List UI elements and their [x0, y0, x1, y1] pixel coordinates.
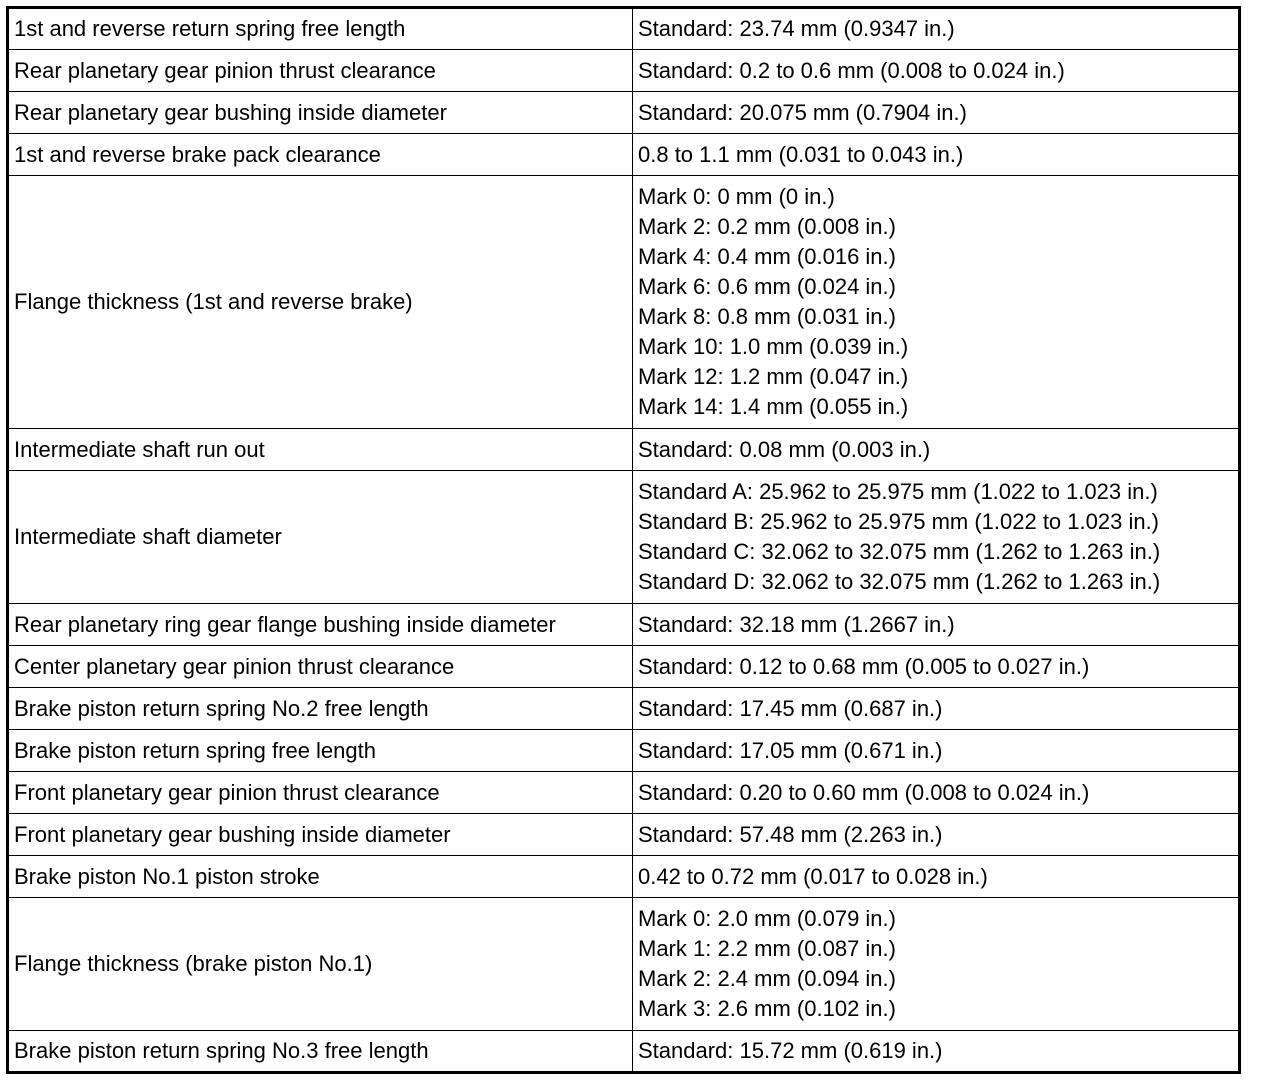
value-line: Mark 4: 0.4 mm (0.016 in.) [638, 244, 896, 269]
table-row [8, 1031, 1240, 1073]
value-line: 0.8 to 1.1 mm (0.031 to 0.043 in.) [638, 141, 964, 167]
value-line: Mark 1: 2.2 mm (0.087 in.) [638, 936, 896, 961]
table-row [8, 688, 1240, 730]
table-row [8, 772, 1240, 814]
value-line: Standard: 15.72 mm (0.619 in.) [638, 1038, 943, 1063]
value-cell [633, 8, 1240, 50]
value-cell [633, 50, 1240, 92]
value-line: Standard: 0.2 to 0.6 mm (0.008 to 0.024 in.) [638, 57, 1065, 83]
item-cell: Rear planetary gear bushing inside diameter [8, 92, 633, 134]
table-row [8, 8, 1240, 50]
item-cell: Front planetary gear pinion thrust clearance [8, 772, 633, 814]
table-row [8, 898, 1240, 1031]
value-line: Standard: 32.18 mm (1.2667 in.) [638, 611, 955, 637]
value-cell [633, 856, 1240, 898]
value-line: Mark 14: 1.4 mm (0.055 in.) [638, 394, 909, 419]
value-line: Standard: 0.20 to 0.60 mm (0.008 to 0.024 in.) [638, 779, 1090, 805]
value-line: 0.42 to 0.72 mm (0.017 to 0.028 in.) [638, 863, 988, 889]
value-line: Standard: 23.74 mm (0.9347 in.) [638, 16, 955, 41]
value-cell [633, 604, 1240, 646]
value-line: Mark 2: 0.2 mm (0.008 in.) [638, 214, 896, 239]
item-cell: Intermediate shaft run out [8, 429, 633, 471]
table-row [8, 92, 1240, 134]
table-row [8, 429, 1240, 471]
value-cell [633, 134, 1240, 176]
item-cell: Rear planetary ring gear flange bushing inside diameter [8, 604, 633, 646]
value-line: Mark 2: 2.4 mm (0.094 in.) [638, 966, 896, 991]
value-line: Standard B: 25.962 to 25.975 mm (1.022 to 1.023 in.) [638, 509, 1160, 534]
spec-table [6, 6, 1241, 1074]
value-line: Standard D: 32.062 to 32.075 mm (1.262 to 1.263 in.) [638, 569, 1161, 594]
value-line: Mark 0: 2.0 mm (0.079 in.) [638, 906, 896, 931]
value-line: Mark 0: 0 mm (0 in.) [638, 184, 835, 209]
item-cell: Rear planetary gear pinion thrust clearance [8, 50, 633, 92]
value-cell [633, 772, 1240, 814]
value-line: Mark 6: 0.6 mm (0.024 in.) [638, 274, 896, 299]
item-cell: Brake piston return spring No.3 free length [8, 1031, 633, 1073]
value-line: Standard C: 32.062 to 32.075 mm (1.262 to 1.263 in.) [638, 539, 1161, 564]
value-cell [633, 688, 1240, 730]
table-row [8, 730, 1240, 772]
value-cell [633, 429, 1240, 471]
table-row [8, 814, 1240, 856]
item-cell: Brake piston return spring No.2 free length [8, 688, 633, 730]
value-line: Mark 3: 2.6 mm (0.102 in.) [638, 996, 896, 1021]
value-cell [633, 898, 1240, 1031]
value-line: Standard: 0.12 to 0.68 mm (0.005 to 0.027 in.) [638, 653, 1090, 679]
spec-table-body [8, 8, 1240, 1073]
table-row [8, 134, 1240, 176]
table-row [8, 50, 1240, 92]
value-line: Mark 8: 0.8 mm (0.031 in.) [638, 304, 896, 329]
value-cell [633, 730, 1240, 772]
value-cell [633, 1031, 1240, 1073]
value-line: Standard: 0.08 mm (0.003 in.) [638, 436, 931, 462]
item-cell: Flange thickness (1st and reverse brake) [8, 176, 633, 429]
item-cell: 1st and reverse return spring free length [8, 8, 633, 50]
value-line: Standard: 17.45 mm (0.687 in.) [638, 695, 943, 721]
item-cell: Brake piston return spring free length [8, 730, 633, 772]
table-row [8, 646, 1240, 688]
table-row [8, 471, 1240, 604]
table-row [8, 856, 1240, 898]
item-cell: Flange thickness (brake piston No.1) [8, 898, 633, 1031]
value-cell [633, 471, 1240, 604]
value-cell [633, 646, 1240, 688]
value-line: Standard: 17.05 mm (0.671 in.) [638, 737, 943, 763]
value-line: Standard A: 25.962 to 25.975 mm (1.022 to 1.023 in.) [638, 479, 1158, 504]
table-row [8, 604, 1240, 646]
value-line: Mark 12: 1.2 mm (0.047 in.) [638, 364, 909, 389]
table-row [8, 176, 1240, 429]
value-cell [633, 176, 1240, 429]
value-line: Mark 10: 1.0 mm (0.039 in.) [638, 334, 909, 359]
item-cell: Intermediate shaft diameter [8, 471, 633, 604]
item-cell: Front planetary gear bushing inside diameter [8, 814, 633, 856]
value-cell [633, 814, 1240, 856]
value-line: Standard: 20.075 mm (0.7904 in.) [638, 99, 967, 125]
item-cell: Center planetary gear pinion thrust clearance [8, 646, 633, 688]
value-line: Standard: 57.48 mm (2.263 in.) [638, 821, 943, 847]
value-cell [633, 92, 1240, 134]
item-cell: 1st and reverse brake pack clearance [8, 134, 633, 176]
item-cell: Brake piston No.1 piston stroke [8, 856, 633, 898]
